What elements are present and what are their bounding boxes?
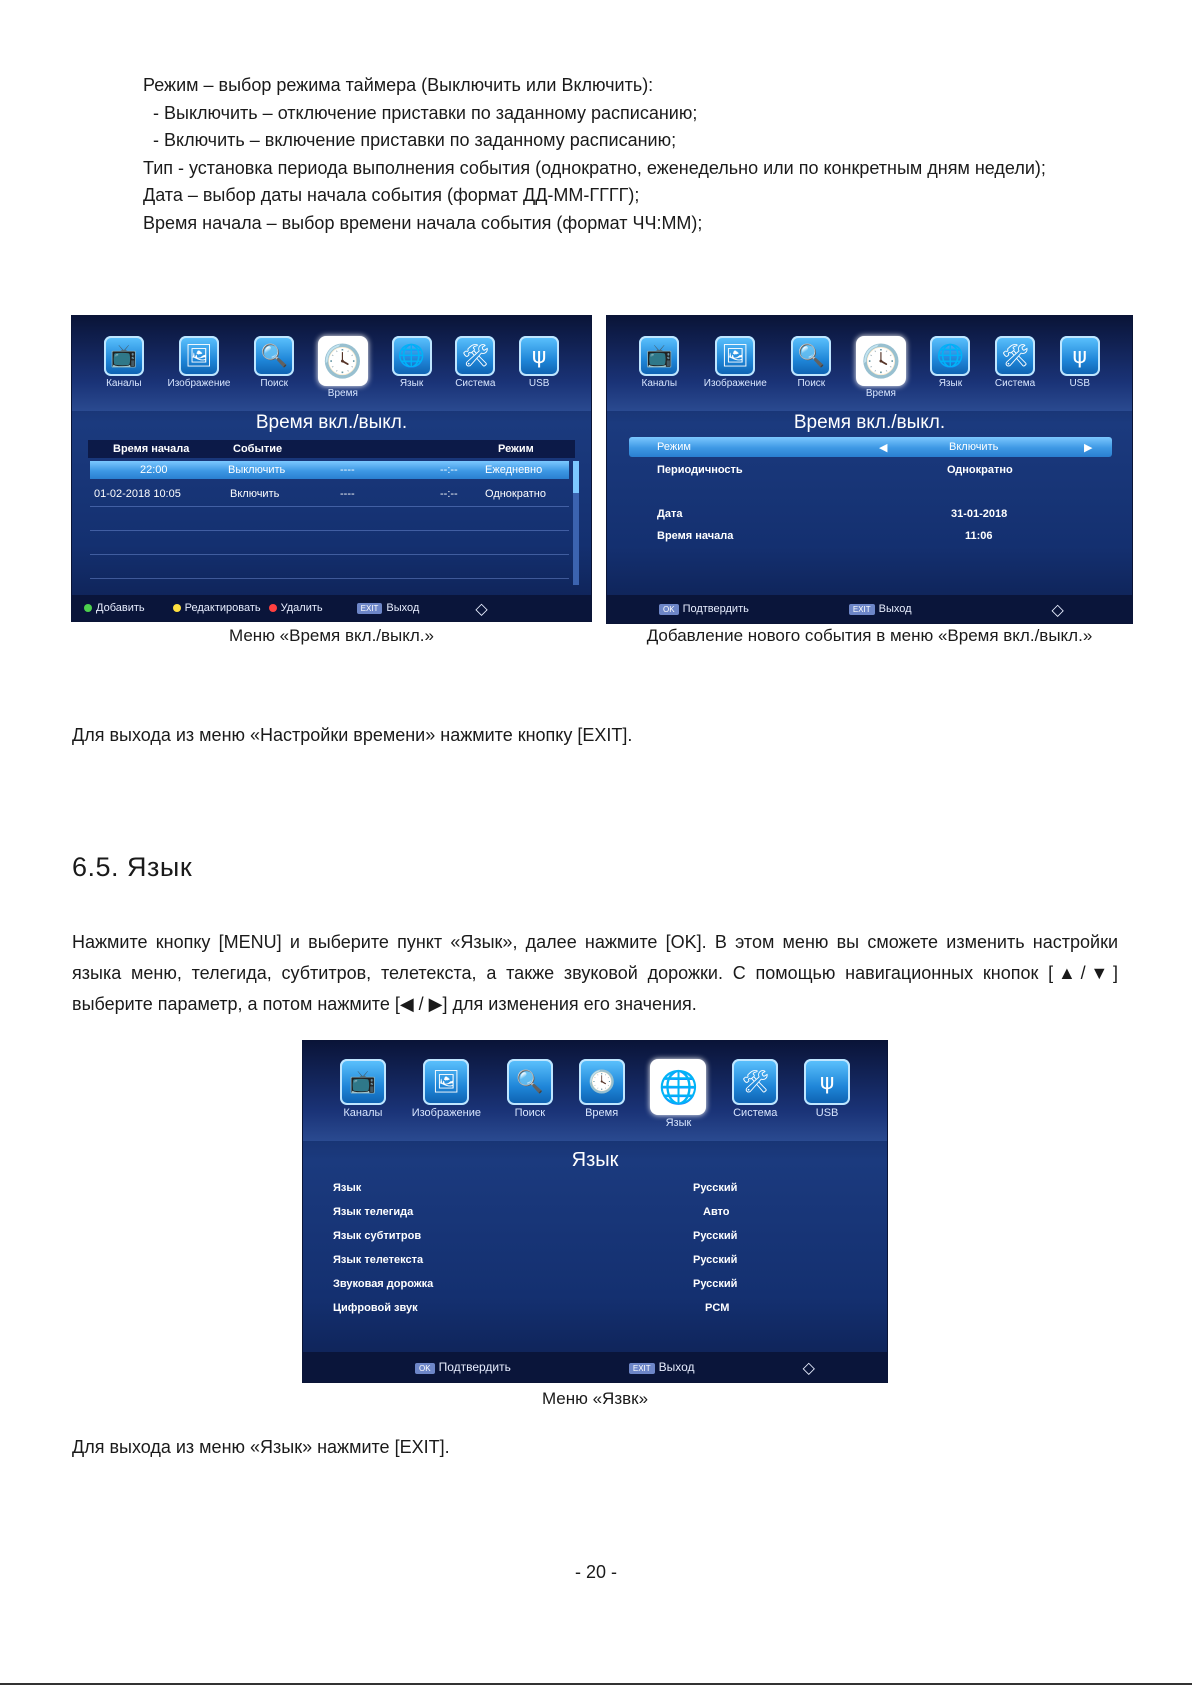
screen-footer <box>607 595 1132 623</box>
arrow-right-icon[interactable]: ▶ <box>1084 441 1093 454</box>
setting-row-teletext-language[interactable] <box>333 1250 857 1270</box>
setting-label: Язык телетекста <box>333 1254 424 1266</box>
setting-label: Режим <box>657 441 691 453</box>
language-instruction: Нажмите кнопку [MENU] и выберите пункт «Язык», далее нажмите [OK]. В этом меню вы сможете изменить настройки языка меню, телегида, субтитров, телетекста, а также звуковой дорожки. С помощью навигационных кнопок [▲/▼] выберите параметр, а потом нажмите [◀ / ▶] для изменения его значения. <box>72 932 1118 1014</box>
exit-label: Выход <box>878 603 912 615</box>
menu-icon-label: Каналы <box>343 1107 383 1119</box>
language-menu-screenshot <box>303 1041 887 1382</box>
menu-icon-label: Язык <box>938 378 963 389</box>
tv-channels-icon: 📺 <box>639 336 679 376</box>
bullet-item <box>105 210 1125 238</box>
row-event: Выключить <box>228 464 286 476</box>
screen-title: Время вкл./выкл. <box>793 412 946 433</box>
setting-label: Периодичность <box>657 464 743 476</box>
exit-key-icon: EXIT <box>357 603 383 614</box>
row-mode: Ежедневно <box>485 464 543 476</box>
scrollbar[interactable] <box>573 461 579 585</box>
row-end: --:-- <box>440 464 458 476</box>
table-row[interactable] <box>90 485 569 503</box>
setting-row-epg-language[interactable] <box>333 1202 857 1222</box>
bullet-sublist <box>105 100 1125 155</box>
setting-label: Язык субтитров <box>333 1230 422 1242</box>
row-time: 22:00 <box>140 464 168 476</box>
screen-title: Время вкл./выкл. <box>255 412 408 433</box>
menu-icon-label: USB <box>1069 378 1091 389</box>
picture-icon: 🖼 <box>715 336 755 376</box>
menu-icon-label: Система <box>994 378 1036 389</box>
bullet-text: Дата – выбор даты начала события (формат ДД-ММ-ГГГГ); <box>143 185 640 205</box>
setting-row-mode[interactable] <box>629 437 1112 457</box>
setting-value: Русский <box>693 1254 738 1266</box>
setting-label: Время начала <box>657 530 734 542</box>
bullet-item <box>105 72 1125 100</box>
setting-value: Однократно <box>947 464 1013 476</box>
red-button-icon <box>269 604 277 612</box>
setting-row-start-time[interactable] <box>629 526 1112 546</box>
setting-value: Авто <box>703 1206 730 1218</box>
confirm-label: Подтвердить <box>438 1360 511 1374</box>
menu-icon-label: Язык <box>665 1117 692 1129</box>
delete-label: Удалить <box>280 602 323 614</box>
setting-label: Язык <box>333 1182 362 1194</box>
bullet-text: Режим – выбор режима таймера (Выключить или Включить): <box>143 75 654 95</box>
menu-icon-label: Язык <box>399 378 424 389</box>
page-number: - 20 - <box>574 1562 617 1582</box>
menu-icon-label: Изображение <box>167 378 231 389</box>
menu-icon-label: Каналы <box>641 378 678 389</box>
tv-channels-icon: 📺 <box>340 1059 386 1105</box>
exit-label: Выход <box>658 1360 695 1374</box>
setting-label: Цифровой звук <box>333 1302 418 1314</box>
setting-label: Дата <box>657 508 683 520</box>
setting-value: Русский <box>693 1278 738 1290</box>
menu-icon-label: Изображение <box>703 378 767 389</box>
screen-footer <box>303 1352 887 1382</box>
bullet-item <box>105 155 1125 183</box>
table-row[interactable] <box>90 461 569 479</box>
confirm-label: Подтвердить <box>682 603 749 615</box>
screen-footer <box>72 595 591 621</box>
menu-icon-label: Время <box>327 388 358 399</box>
timer-list-screenshot <box>72 316 591 621</box>
yellow-button-icon <box>173 604 181 612</box>
clock-icon: 🕓 <box>579 1059 625 1105</box>
menu-icon-label: Изображение <box>411 1107 482 1119</box>
search-icon: 🔍 <box>507 1059 553 1105</box>
exit-label: Выход <box>386 602 420 614</box>
usb-icon: ψ <box>1060 336 1100 376</box>
bullet-item <box>105 182 1125 210</box>
setting-value: 11:06 <box>965 530 993 542</box>
row-end: --:-- <box>440 488 458 500</box>
menu-icon-label: USB <box>528 378 550 389</box>
navigation-icon: ◇ <box>802 1357 815 1377</box>
arrow-left-icon[interactable]: ◀ <box>879 441 888 454</box>
picture-icon: 🖼 <box>423 1059 469 1105</box>
menu-icon-label: Система <box>455 378 496 389</box>
column-header: Режим <box>498 443 534 455</box>
caption: Меню «Время вкл./выкл.» <box>229 626 434 645</box>
tools-icon: 🛠 <box>455 336 495 376</box>
caption: Добавление нового события в меню «Время вкл./выкл.» <box>646 626 1093 645</box>
menu-icon-label: Поиск <box>797 378 826 389</box>
setting-row-subtitle-language[interactable] <box>333 1226 857 1246</box>
edit-label: Редактировать <box>184 602 261 614</box>
menu-icon-label: Система <box>733 1107 778 1119</box>
usb-icon: ψ <box>519 336 559 376</box>
setting-row-period[interactable] <box>629 460 1112 480</box>
menu-icon-bar <box>303 1059 887 1129</box>
row-event: Включить <box>230 488 280 500</box>
screen-title: Язык <box>571 1149 619 1171</box>
setting-value: PCM <box>705 1302 730 1314</box>
bullet-subitem: - Выключить – отключение приставки по заданному расписанию; <box>153 102 698 123</box>
setting-value: Русский <box>693 1230 738 1242</box>
row-days: ---- <box>340 488 355 500</box>
setting-row-digital-audio[interactable] <box>333 1298 857 1318</box>
exit-key-icon: EXIT <box>849 604 875 615</box>
globe-icon: 🌐 <box>930 336 970 376</box>
globe-icon: 🌐 <box>650 1059 706 1115</box>
search-icon: 🔍 <box>254 336 294 376</box>
tools-icon: 🛠 <box>732 1059 778 1105</box>
row-time: 01-02-2018 10:05 <box>94 488 181 500</box>
table-header <box>88 440 575 458</box>
clock-icon: 🕓 <box>318 336 368 386</box>
language-exit-instruction: Для выхода из меню «Язык» нажмите [EXIT]. <box>72 1437 450 1457</box>
setting-value: Включить <box>949 441 999 453</box>
setting-label: Язык телегида <box>333 1206 414 1218</box>
usb-icon: ψ <box>804 1059 850 1105</box>
picture-icon: 🖼 <box>179 336 219 376</box>
setting-label: Звуковая дорожка <box>333 1278 434 1290</box>
menu-icon-label: Каналы <box>106 378 142 389</box>
setting-row-audio-track[interactable] <box>333 1274 857 1294</box>
column-header: Событие <box>233 443 283 455</box>
ok-key-icon: OK <box>415 1363 435 1374</box>
menu-icon-bar <box>607 336 1132 399</box>
menu-icon-label: Время <box>865 388 896 399</box>
add-label: Добавить <box>96 602 145 614</box>
menu-icon-label: Поиск <box>260 378 289 389</box>
clock-icon: 🕓 <box>856 336 906 386</box>
row-mode: Однократно <box>485 488 546 500</box>
ok-key-icon: OK <box>659 604 679 615</box>
globe-icon: 🌐 <box>392 336 432 376</box>
bullet-list <box>105 72 1125 237</box>
menu-icon-label: USB <box>815 1107 839 1119</box>
bullet-text: Время начала – выбор времени начала события (формат ЧЧ:ММ); <box>143 212 703 233</box>
section-heading: 6.5. Язык <box>72 852 193 882</box>
tools-icon: 🛠 <box>995 336 1035 376</box>
bullet-text: Тип - установка периода выполнения события (однократно, еженедельно или по конкретным дням недели); <box>143 157 1046 178</box>
bullet-subitem: - Включить – включение приставки по заданному расписанию; <box>153 130 677 150</box>
menu-icon-bar <box>72 336 591 399</box>
setting-row-date[interactable] <box>629 504 1112 524</box>
caption: Меню «Язвк» <box>541 1389 649 1408</box>
add-event-screenshot <box>607 316 1132 623</box>
menu-icon-label: Поиск <box>514 1107 546 1119</box>
setting-value: 31-01-2018 <box>951 508 1008 520</box>
column-header: Время начала <box>113 443 190 455</box>
green-button-icon <box>84 604 92 612</box>
exit-instruction: Для выхода из меню «Настройки времени» нажмите кнопку [EXIT]. <box>72 725 633 745</box>
navigation-icon: ◇ <box>475 598 488 618</box>
row-days: ---- <box>340 464 355 476</box>
exit-key-icon: EXIT <box>629 1363 655 1374</box>
navigation-icon: ◇ <box>1051 599 1064 619</box>
setting-value: Русский <box>693 1182 738 1194</box>
search-icon: 🔍 <box>791 336 831 376</box>
setting-row-menu-language[interactable] <box>333 1178 857 1198</box>
menu-icon-label: Время <box>585 1107 619 1119</box>
tv-channels-icon: 📺 <box>104 336 144 376</box>
